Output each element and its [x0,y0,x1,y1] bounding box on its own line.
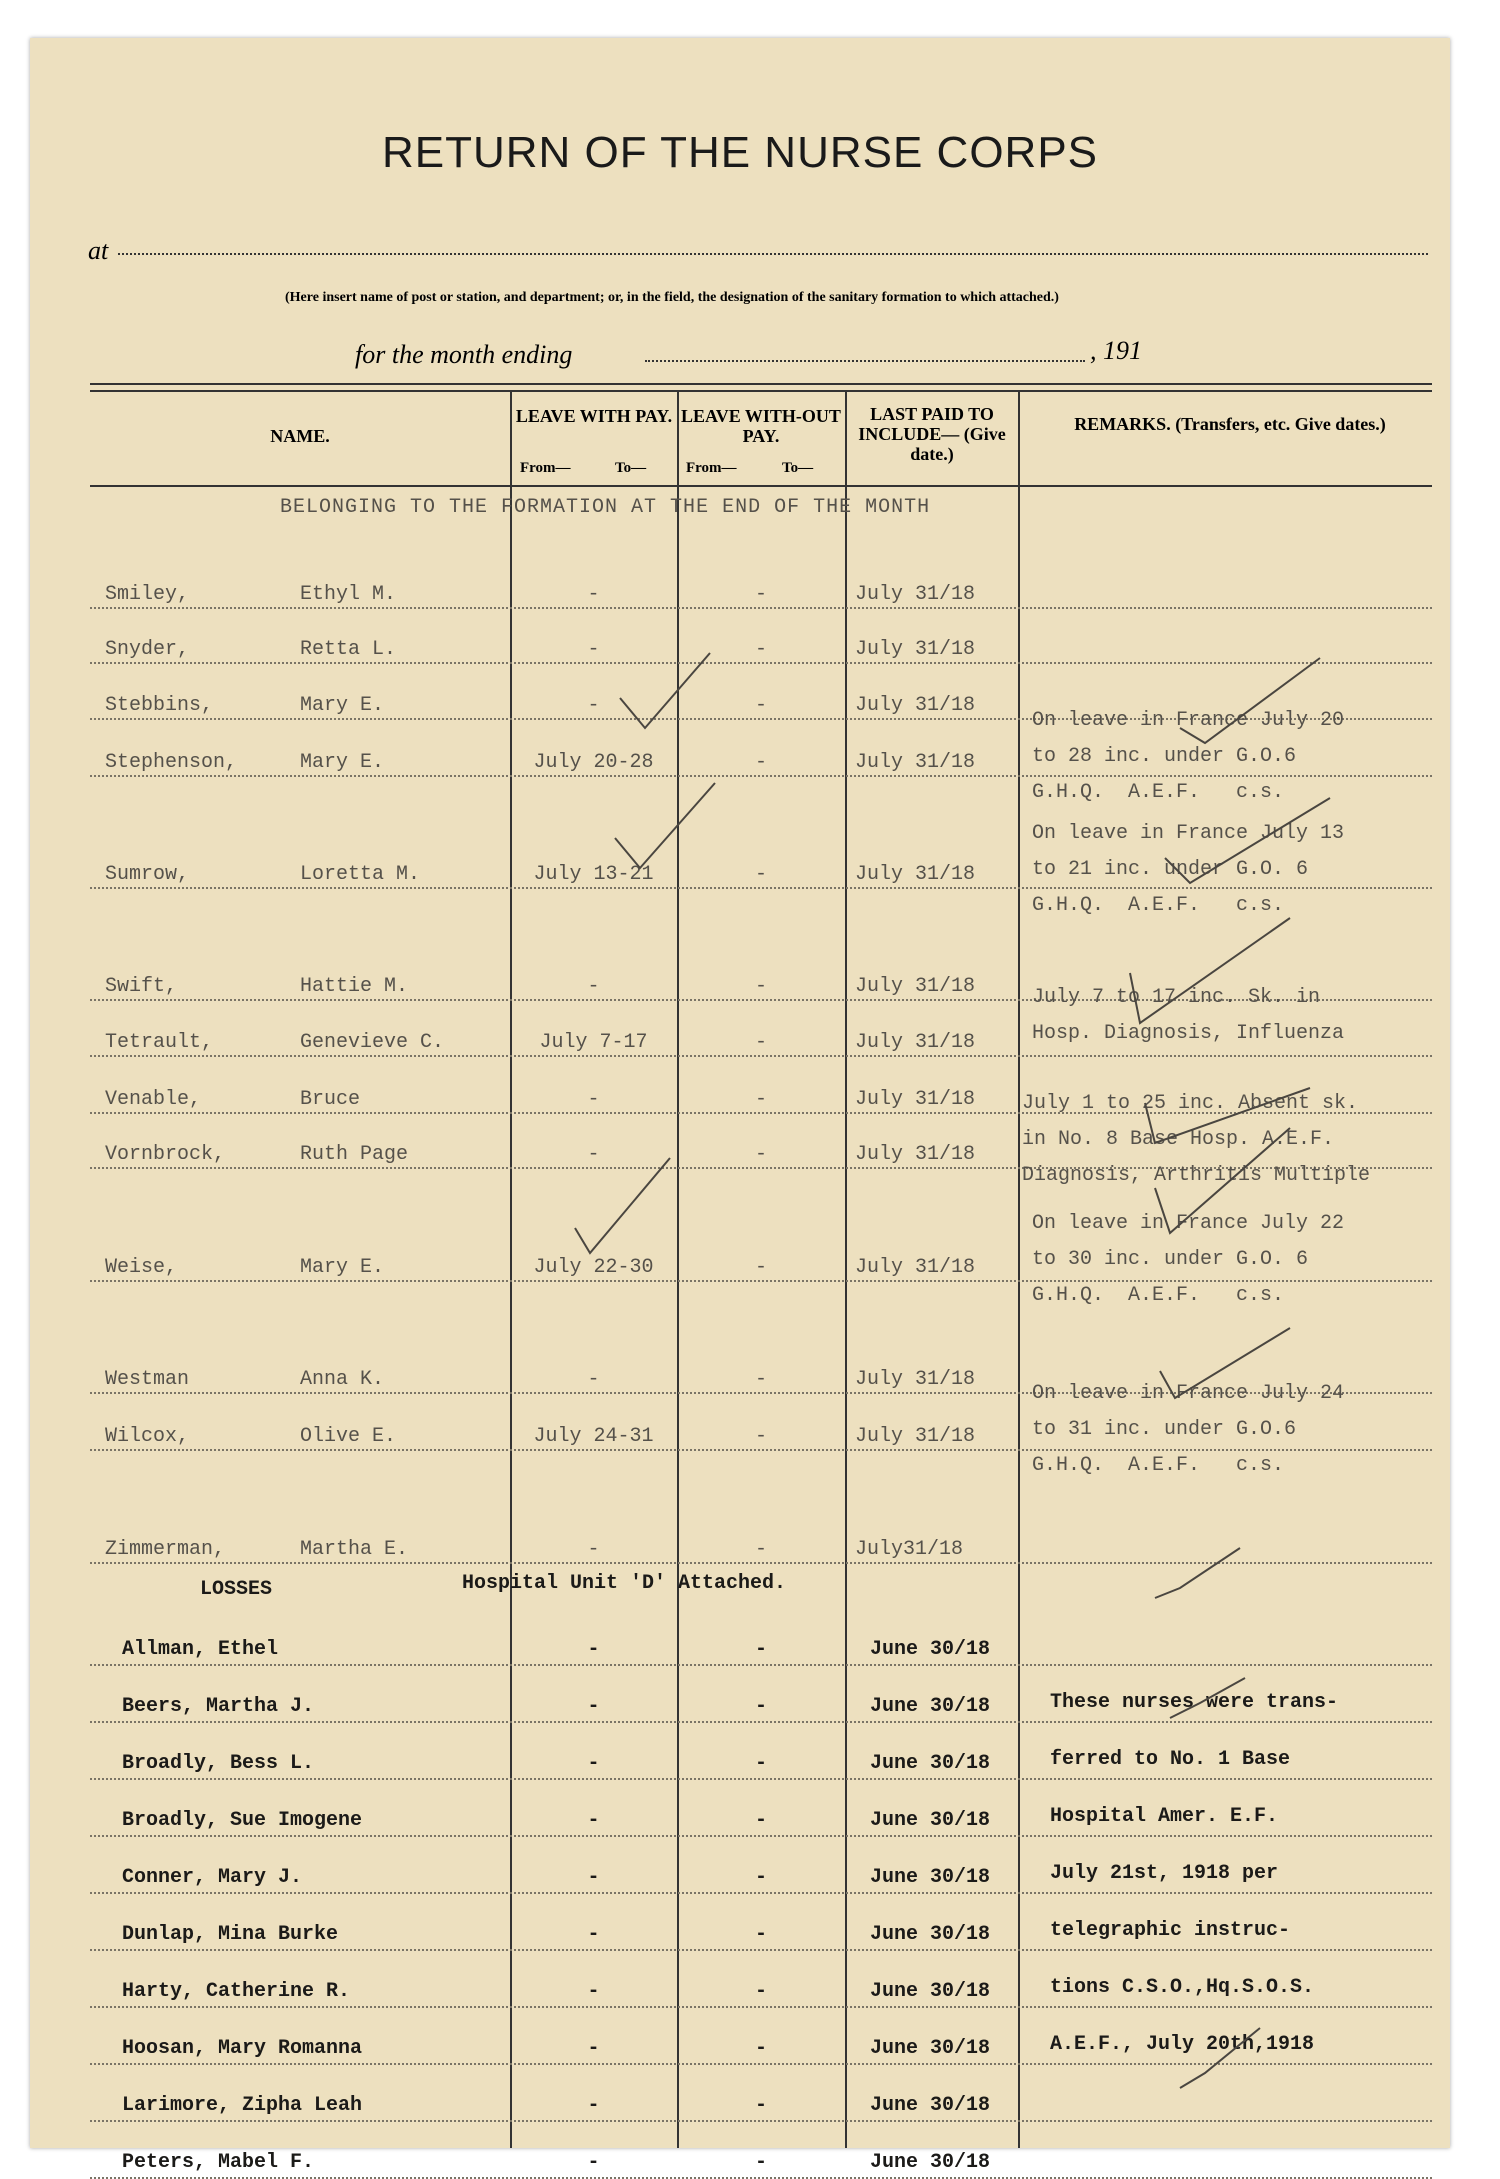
loss-leave-without-pay: - [754,1752,767,1775]
loss-leave-with-pay: - [587,2037,600,2060]
losses-label: LOSSES [200,1578,273,1601]
loss-nurse-name: Allman, Ethel [122,1638,279,1661]
nurse-given-name: Martha E. [300,1538,409,1561]
loss-leave-with-pay: - [587,1638,600,1661]
leave-with-pay-value: - [587,1088,600,1111]
check-mark-icon [1155,1548,1240,1598]
from-label-2: From— [686,460,737,476]
row-rule [90,1562,1432,1564]
loss-nurse-name: Harty, Catherine R. [122,1980,351,2003]
loss-leave-without-pay: - [754,2037,767,2060]
loss-nurse-name: Broadly, Sue Imogene [122,1809,363,1832]
nurse-given-name: Mary E. [300,751,385,774]
leave-with-pay-value: - [587,1368,600,1391]
loss-last-paid: June 30/18 [870,1638,991,1661]
leave-without-pay-value: - [754,751,767,774]
nurse-given-name: Hattie M. [300,975,409,998]
remark-text: On leave in France July 20 to 28 inc. under G.O.6 G.H.Q. A.E.F. c.s. [1032,709,1345,804]
to-label-2: To— [782,460,814,476]
last-paid-value: July 31/18 [855,583,976,606]
nurse-surname: Tetrault, [105,1031,214,1054]
loss-leave-with-pay: - [587,1980,600,2003]
last-paid-value: July 31/18 [855,638,976,661]
loss-last-paid: June 30/18 [870,1695,991,1718]
row-rule [90,1055,1432,1057]
leave-with-pay-value: July 20-28 [533,751,654,774]
loss-leave-without-pay: - [754,1866,767,1889]
leave-with-pay-value: - [587,1538,600,1561]
nurse-given-name: Mary E. [300,694,385,717]
leave-with-pay-value: - [587,975,600,998]
nurse-surname: Snyder, [105,638,190,661]
loss-leave-with-pay: - [587,2094,600,2117]
header-bottom-rule [90,485,1432,487]
loss-last-paid: June 30/18 [870,1980,991,2003]
last-paid-value: July 31/18 [855,863,976,886]
unit-label: Hospital Unit 'D' Attached. [462,1572,787,1595]
last-paid-value: July 31/18 [855,975,976,998]
remark-text: July 7 to 17 inc. Sk. in Hosp. Diagnosis, Influenza [1032,986,1345,1045]
loss-nurse-name: Peters, Mabel F. [122,2151,315,2174]
losses-remark: These nurses were trans- ferred to No. 1 Base Hospital Amer. E.F. July 21st, 1918 per telegraphic instruc- tions C.S.O.,Hq.S.O.S. A.E.F., July 20th,1918 [1050,1691,1339,2056]
header-leave-with-pay: LEAVE WITH PAY. [515,406,673,426]
leave-with-pay-value: - [587,1143,600,1166]
row-rule [90,1664,1432,1666]
loss-nurse-name: Beers, Martha J. [122,1695,315,1718]
nurse-given-name: Ruth Page [300,1143,409,1166]
loss-last-paid: June 30/18 [870,2151,991,2174]
leave-with-pay-value: July 7-17 [539,1031,648,1054]
form-sheet [30,38,1450,2174]
leave-with-pay-value: July 24-31 [533,1425,654,1448]
loss-leave-with-pay: - [587,1752,600,1775]
nurse-surname: Wilcox, [105,1425,190,1448]
row-rule [90,2120,1432,2122]
loss-leave-without-pay: - [754,2151,767,2174]
check-mark-icon [615,783,715,868]
header-last-paid: LAST PAID TO INCLUDE— (Give date.) [858,404,1006,464]
nurse-given-name: Ethyl M. [300,583,397,606]
nurse-surname: Sumrow, [105,863,190,886]
leave-without-pay-value: - [754,1088,767,1111]
nurse-given-name: Olive E. [300,1425,397,1448]
col-divider-4 [1018,390,1020,2148]
row-rule [90,662,1432,664]
location-note: (Here insert name of post or station, and department; or, in the field, the designation of the sanitary formation to which attached.) [285,290,1059,305]
loss-leave-with-pay: - [587,1866,600,1889]
loss-leave-without-pay: - [754,2094,767,2117]
year-label: , 191 [1090,336,1142,365]
loss-nurse-name: Dunlap, Mina Burke [122,1923,339,1946]
table-top-rule-2 [90,390,1432,392]
nurse-given-name: Anna K. [300,1368,385,1391]
header-name: NAME. [270,426,330,446]
leave-without-pay-value: - [754,1425,767,1448]
nurse-surname: Weise, [105,1256,178,1279]
leave-with-pay-value: July 13-21 [533,863,654,886]
last-paid-value: July 31/18 [855,1256,976,1279]
loss-leave-with-pay: - [587,2151,600,2174]
loss-nurse-name: Broadly, Bess L. [122,1752,315,1775]
leave-with-pay-value: July 22-30 [533,1256,654,1279]
loss-leave-without-pay: - [754,1695,767,1718]
loss-nurse-name: Larimore, Zipha Leah [122,2094,363,2117]
last-paid-value: July 31/18 [855,1031,976,1054]
at-label: at [88,236,109,265]
loss-nurse-name: Conner, Mary J. [122,1866,303,1889]
leave-without-pay-value: - [754,583,767,606]
nurse-given-name: Mary E. [300,1256,385,1279]
col-divider-3 [845,390,847,2148]
remark-text: On leave in France July 24 to 31 inc. under G.O.6 G.H.Q. A.E.F. c.s. [1032,1382,1345,1477]
nurse-surname: Venable, [105,1088,202,1111]
header-remarks: REMARKS. (Transfers, etc. Give dates.) [1074,414,1386,434]
form-title: RETURN OF THE NURSE CORPS [381,128,1099,177]
loss-last-paid: June 30/18 [870,2094,991,2117]
leave-with-pay-value: - [587,583,600,606]
nurse-given-name: Loretta M. [300,863,421,886]
remark-text: July 1 to 25 inc. Absent sk. in No. 8 Base Hosp. A.E.F. Diagnosis, Arthritis Multiple [1022,1092,1371,1187]
loss-nurse-name: Hoosan, Mary Romanna [122,2037,363,2060]
nurse-surname: Zimmerman, [105,1538,226,1561]
nurse-given-name: Bruce [300,1088,361,1111]
row-rule [90,607,1432,609]
loss-leave-with-pay: - [587,1923,600,1946]
leave-with-pay-value: - [587,638,600,661]
last-paid-value: July 31/18 [855,751,976,774]
loss-leave-without-pay: - [754,1980,767,2003]
loss-last-paid: June 30/18 [870,1752,991,1775]
loss-last-paid: June 30/18 [870,1809,991,1832]
nurse-surname: Swift, [105,975,178,998]
loss-last-paid: June 30/18 [870,2037,991,2060]
section-heading: BELONGING TO THE FORMATION AT THE END OF THE MONTH [280,496,931,519]
leave-without-pay-value: - [754,638,767,661]
nurse-surname: Smiley, [105,583,190,606]
nurse-given-name: Genevieve C. [300,1031,445,1054]
nurse-surname: Stephenson, [105,751,238,774]
loss-last-paid: June 30/18 [870,1923,991,1946]
loss-leave-without-pay: - [754,1809,767,1832]
leave-without-pay-value: - [754,863,767,886]
loss-leave-without-pay: - [754,1638,767,1661]
nurse-given-name: Retta L. [300,638,397,661]
leave-without-pay-value: - [754,975,767,998]
last-paid-value: July 31/18 [855,694,976,717]
leave-without-pay-value: - [754,1256,767,1279]
leave-without-pay-value: - [754,1143,767,1166]
from-label-1: From— [520,460,571,476]
to-label-1: To— [615,460,647,476]
loss-last-paid: June 30/18 [870,1866,991,1889]
last-paid-value: July 31/18 [855,1143,976,1166]
last-paid-value: July 31/18 [855,1425,976,1448]
last-paid-value: July 31/18 [855,1368,976,1391]
nurse-surname: Vornbrock, [105,1143,226,1166]
remark-text: On leave in France July 13 to 21 inc. under G.O. 6 G.H.Q. A.E.F. c.s. [1032,822,1345,917]
header-leave-without-pay: LEAVE WITH-OUT PAY. [681,406,841,446]
loss-leave-with-pay: - [587,1695,600,1718]
location-line [118,253,1428,255]
month-label: for the month ending [355,340,573,369]
table-top-rule [90,383,1432,385]
leave-with-pay-value: - [587,694,600,717]
last-paid-value: July 31/18 [855,1088,976,1111]
leave-without-pay-value: - [754,1538,767,1561]
loss-leave-without-pay: - [754,1923,767,1946]
leave-without-pay-value: - [754,694,767,717]
loss-leave-with-pay: - [587,1809,600,1832]
nurse-surname: Westman [105,1368,190,1391]
leave-without-pay-value: - [754,1031,767,1054]
nurse-surname: Stebbins, [105,694,214,717]
leave-without-pay-value: - [754,1368,767,1391]
month-line [645,360,1085,362]
remark-text: On leave in France July 22 to 30 inc. under G.O. 6 G.H.Q. A.E.F. c.s. [1032,1212,1345,1307]
last-paid-value: July31/18 [855,1538,964,1561]
check-mark-icon [575,1158,670,1253]
